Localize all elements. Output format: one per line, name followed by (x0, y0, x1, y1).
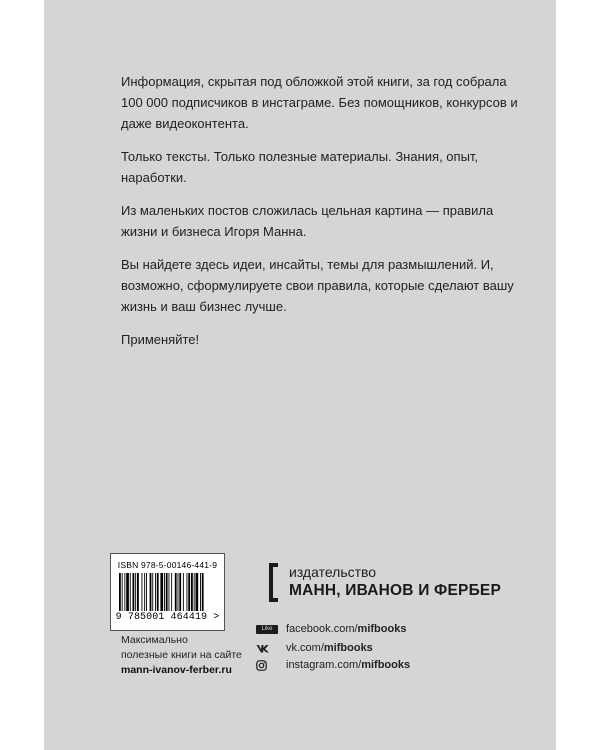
isbn-number: ISBN 978-5-00146-441-9 (117, 560, 218, 570)
barcode-bars (119, 573, 216, 611)
publisher-label: издательство (289, 564, 377, 580)
site-caption (121, 633, 271, 678)
barcode-stripe (122, 573, 123, 611)
ean-digits: 9 785001 464419 > (115, 612, 220, 623)
barcode-stripe (188, 573, 190, 611)
barcode-stripe (142, 573, 143, 611)
barcode-stripe (191, 573, 193, 611)
barcode-stripe (135, 573, 136, 611)
barcode-stripe (130, 573, 131, 611)
barcode-stripe (126, 573, 129, 611)
blurb-paragraph-2: Только тексты. Только полезные материалы. Знания, опыт, наработки. (121, 149, 479, 185)
barcode-stripe (137, 573, 139, 611)
blurb-paragraph-1: Информация, скрытая под обложкой этой книги, за год собрала 100 000 подписчиков в инстаграме. Без помощников, конкурсов и даже видеоконтента. (121, 74, 518, 131)
blurb-paragraph-5: Применяйте! (121, 332, 200, 347)
barcode-stripe (169, 573, 170, 611)
facebook-like-icon: Like (256, 625, 278, 634)
blurb-paragraph-3: Из маленьких постов сложилась цельная картина — правила жизни и бизнеса Игоря Манна. (121, 203, 494, 239)
site-caption-line-1: Максимально (121, 634, 188, 646)
publisher-name: МАНН, ИВАНОВ И ФЕРБЕР (289, 582, 501, 599)
barcode-stripe (200, 573, 201, 611)
blurb-paragraph-4: Вы найдете здесь идеи, инсайты, темы для размышлений. И, возможно, сформулируете свои правила, которые сделают вашу жизнь и ваш бизнес лучше. (121, 257, 514, 314)
barcode-stripe (183, 573, 184, 611)
barcode-stripe (155, 573, 156, 611)
blurb-text (121, 71, 521, 362)
instagram-icon (256, 660, 267, 671)
barcode-stripe (152, 573, 153, 611)
instagram-prefix: instagram.com/ (286, 659, 362, 671)
vk-handle: mifbooks (323, 642, 373, 654)
barcode-stripe (187, 573, 188, 611)
barcode-stripe (178, 573, 179, 611)
barcode-stripe (179, 573, 181, 611)
facebook-handle: mifbooks (357, 623, 407, 635)
instagram-handle: mifbooks (361, 659, 411, 671)
vk-prefix: vk.com/ (286, 642, 324, 654)
barcode-stripe (124, 573, 125, 611)
vk-icon (256, 644, 269, 653)
barcode-stripe (194, 573, 195, 611)
barcode-stripe (119, 573, 121, 611)
barcode-stripe (166, 573, 168, 611)
barcode-stripe (160, 573, 163, 611)
barcode-stripe (202, 573, 204, 611)
barcode-stripe (175, 573, 177, 611)
barcode-stripe (171, 573, 172, 611)
barcode-stripe (157, 573, 159, 611)
barcode-stripe (146, 573, 147, 611)
barcode-stripe (196, 573, 199, 611)
barcode-stripe (133, 573, 135, 611)
barcode-stripe (150, 573, 152, 611)
website-link[interactable]: mann-ivanov-ferber.ru (121, 664, 232, 676)
instagram-link[interactable] (256, 657, 410, 673)
facebook-link[interactable] (256, 621, 406, 637)
barcode-stripe (144, 573, 145, 611)
vk-link[interactable] (256, 640, 373, 656)
site-caption-line-2: полезные книги на сайте (121, 649, 242, 661)
barcode-stripe (164, 573, 165, 611)
isbn-barcode (110, 553, 225, 631)
bracket-icon (269, 563, 278, 602)
facebook-prefix: facebook.com/ (286, 623, 358, 635)
